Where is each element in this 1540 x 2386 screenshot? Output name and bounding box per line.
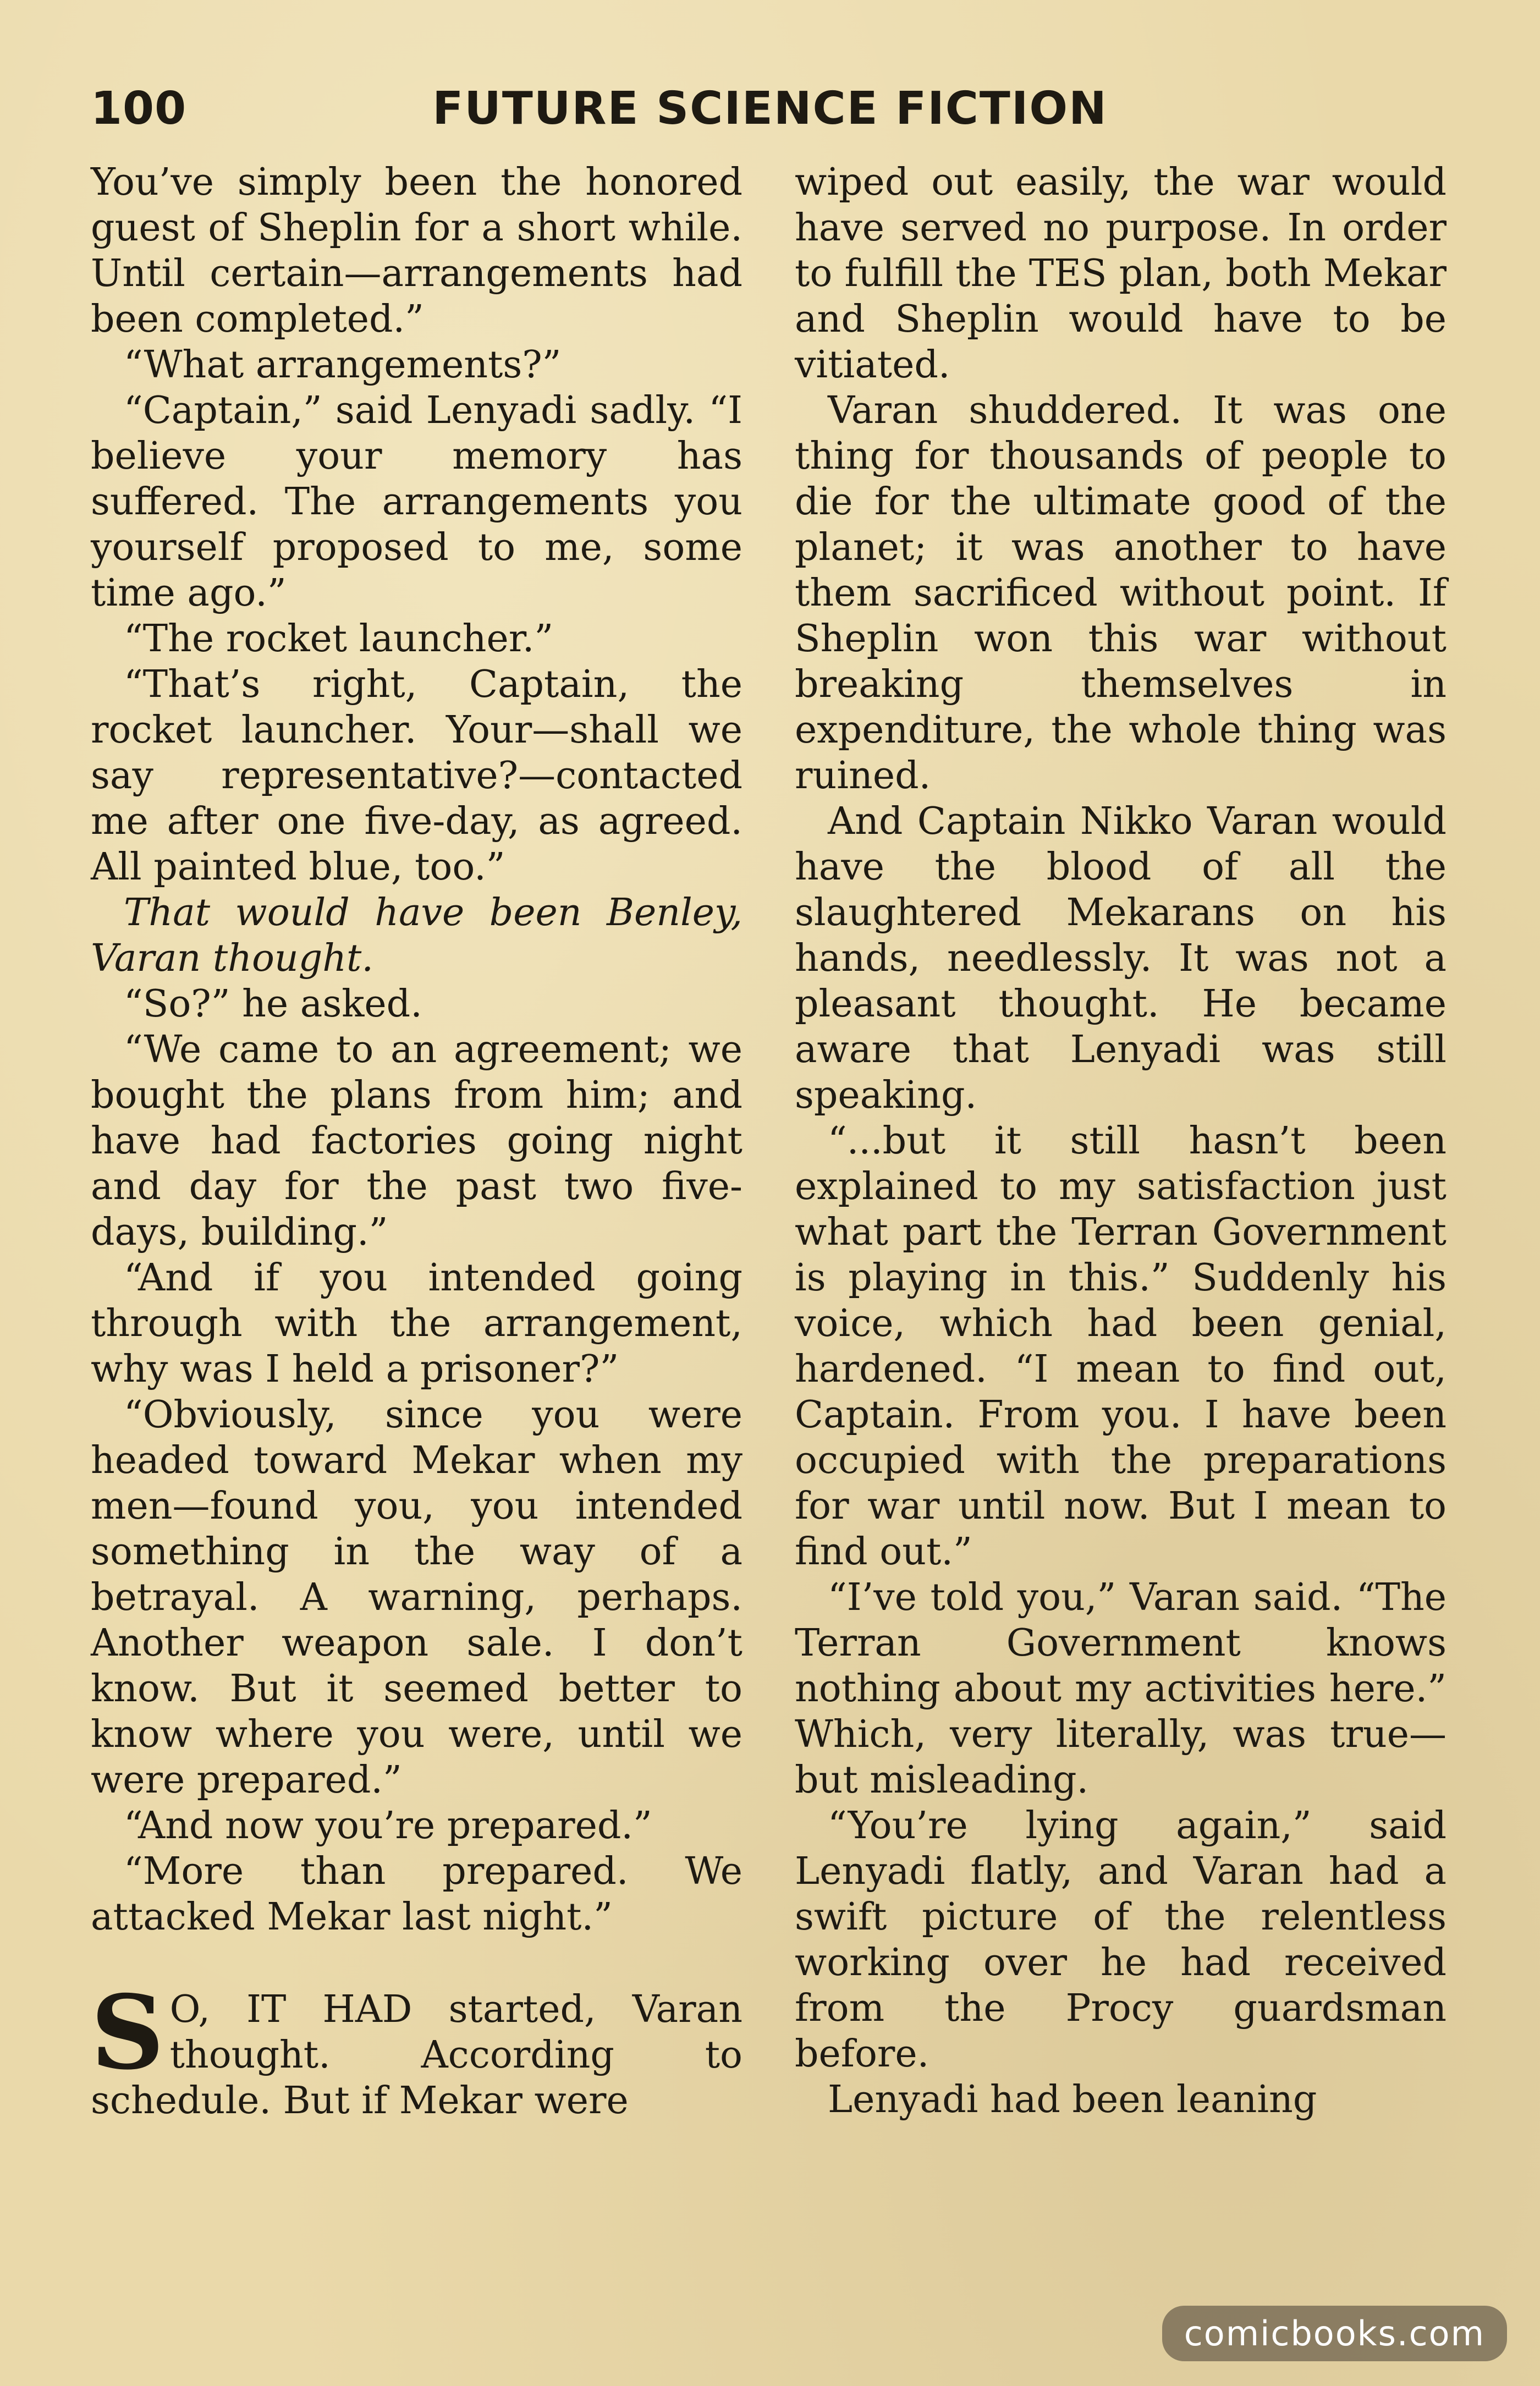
site-watermark: comicbooks.com — [1162, 2306, 1507, 2361]
page-number: 100 — [91, 83, 187, 135]
left-column — [91, 160, 743, 2124]
paragraph: “And now you’re prepared.” — [124, 1804, 652, 1848]
paragraph: “Captain,” said Lenyadi sadly. “I believe your memory has suffered. The arrangements you yourself proposed to me, some time ago.” — [91, 389, 743, 615]
section-opening-paragraph — [91, 1972, 743, 2124]
page-header — [91, 83, 1449, 143]
paragraph: You’ve simply been the honored guest of Sheplin for a short while. Until certain—arrangements had been completed.” — [91, 161, 743, 341]
section-break — [91, 1940, 743, 1987]
right-column — [795, 160, 1447, 2123]
running-title: FUTURE SCIENCE FICTION — [432, 83, 1108, 135]
paragraph: wiped out easily, the war would have served no purpose. In order to fulfill the TES plan, both Mekar and Sheplin would have to be vitiated. — [795, 161, 1447, 387]
paragraph: “And if you intended going through with the arrangement, why was I held a prisoner?” — [91, 1256, 743, 1391]
drop-cap: S — [91, 1972, 164, 2092]
paragraph: “I’ve told you,” Varan said. “The Terran Government knows nothing about my activities here.” Which, very literally, was true—but misleading. — [795, 1576, 1447, 1802]
paragraph: And Captain Nikko Varan would have the blood of all the slaughtered Mekarans on his hands, needlessly. It was not a pleasant thought. He became aware that Lenyadi was still speaking. — [795, 800, 1447, 1117]
paragraph: “We came to an agreement; we bought the plans from him; and have had factories going night and day for the past two five-days, building.” — [91, 1028, 743, 1254]
paragraph: “That’s right, Captain, the rocket launcher. Your—shall we say representative?—contacted me after one five-day, as agreed. All painted blue, too.” — [91, 663, 743, 889]
paragraph: “The rocket launcher.” — [124, 617, 554, 661]
paragraph: “So?” he asked. — [124, 982, 422, 1026]
paragraph: Lenyadi had been leaning — [828, 2078, 1317, 2121]
paragraph: “...but it still hasn’t been explained to my satisfaction just what part the Terran Government is playing in this.” Suddenly his voice, which had been genial, hardened. “I mean to find out, Captain. From you. I have been occupied with the preparations for war until now. But I mean to find out.” — [795, 1119, 1447, 1574]
paragraph: “More than prepared. We attacked Mekar last night.” — [91, 1850, 743, 1939]
paragraph: “Obviously, since you were headed toward Mekar when my men—found you, you intended something in the way of a betrayal. A warning, perhaps. Another weapon sale. I don’t know. But it seemed better to know where you were, until we were prepared.” — [91, 1393, 743, 1802]
paragraph: That would have been Benley, Varan thought. — [91, 891, 743, 980]
section-opening-text: O, IT HAD started, Varan thought. According to schedule. But if Mekar were — [91, 1988, 743, 2123]
paragraph: Varan shuddered. It was one thing for thousands of people to die for the ultimate good of the planet; it was another to have them sacrificed without point. If Sheplin won this war without breaking themselves in expenditure, the whole thing was ruined. — [795, 389, 1447, 798]
paragraph: “What arrangements?” — [124, 343, 562, 387]
paragraph: “You’re lying again,” said Lenyadi flatly, and Varan had a swift picture of the relentless working over he had received from the Procy guardsman before. — [795, 1804, 1447, 2076]
